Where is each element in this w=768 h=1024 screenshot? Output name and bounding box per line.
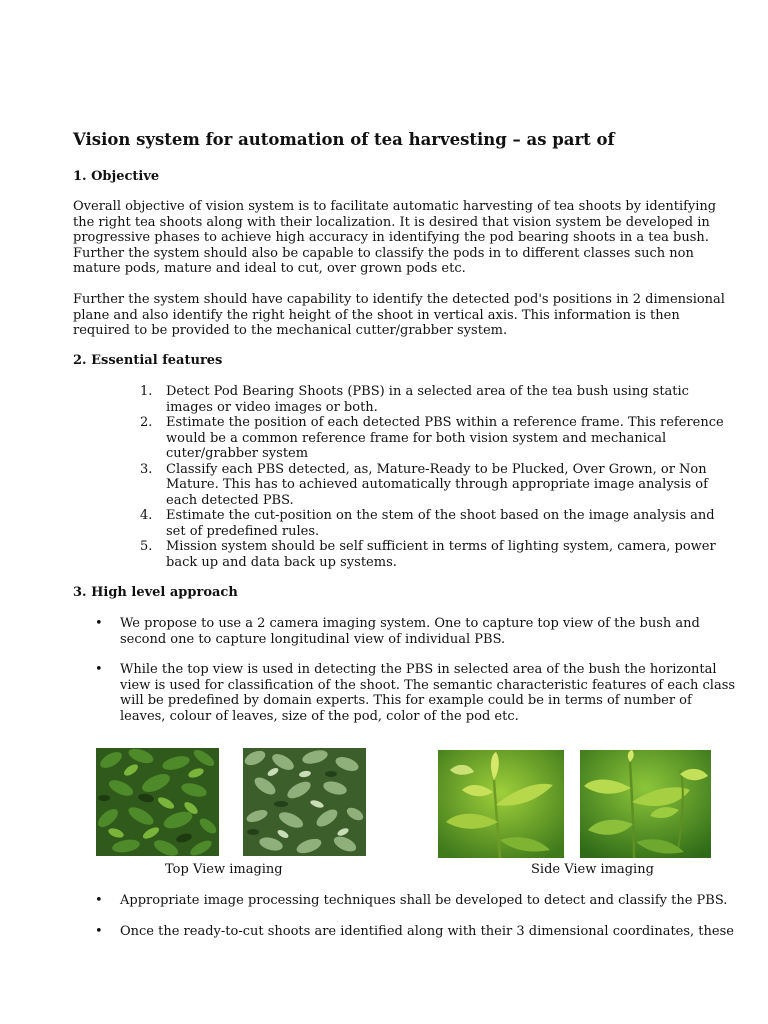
bullet-line: leaves, colour of leaves, size of the pod, color of the pod etc. — [120, 708, 519, 724]
bullet-line: Once the ready-to-cut shoots are identified along with their 3 dimensional coordinates, these — [120, 924, 734, 939]
list-item-line: set of predefined rules. — [166, 523, 320, 539]
list-item — [140, 462, 720, 509]
features-list — [140, 384, 724, 570]
list-number: 1. — [140, 384, 153, 399]
paragraph-line: Overall objective of vision system is to facilitate automatic harvesting of tea shoots by identifying — [73, 199, 717, 214]
list-item — [140, 415, 724, 462]
side-view-caption: Side View imaging — [531, 862, 654, 877]
list-item-line: Detect Pod Bearing Shoots (PBS) in a selected area of the tea bush using static — [166, 384, 689, 399]
list-item-line: Estimate the cut-position on the stem of the shoot based on the image analysis and — [166, 508, 715, 523]
bullet-text — [120, 616, 700, 647]
section-heading-approach: 3. High level approach — [73, 585, 238, 600]
list-item-line: cuter/grabber system — [166, 446, 309, 461]
paragraph-line: Further the system should also be capable to classify the pods in to different classes such non — [73, 245, 694, 261]
list-item-line: images or video images or both. — [166, 399, 378, 415]
list-item-line: would be a common reference frame for both vision system and mechanical — [166, 430, 667, 446]
section-heading-features: 2. Essential features — [73, 353, 223, 368]
objective-paragraph-1 — [73, 199, 717, 277]
tea-bush-top-image — [243, 748, 366, 856]
list-number: 5. — [140, 539, 153, 554]
bullet-icon: • — [95, 924, 103, 939]
bullet-icon: • — [95, 893, 103, 908]
list-item-line: back up and data back up systems. — [166, 554, 397, 570]
bullet-text — [120, 662, 735, 724]
bullet-text — [120, 893, 727, 909]
list-number: 4. — [140, 508, 153, 523]
paragraph-line: the right tea shoots along with their localization. It is desired that vision system be developed in — [73, 214, 710, 230]
bullet-line: second one to capture longitudinal view of individual PBS. — [120, 631, 506, 647]
top-view-caption: Top View imaging — [165, 862, 283, 877]
top-view-photo-1 — [96, 748, 219, 856]
document-title: Vision system for automation of tea harvesting – as part of — [73, 130, 615, 149]
list-number: 3. — [140, 461, 153, 477]
tea-shoot-side-image — [580, 750, 711, 858]
list-item-line: Mission system should be self sufficient in terms of lighting system, camera, power — [166, 539, 716, 554]
side-view-photo-1 — [438, 750, 564, 858]
bullet-line: will be predefined by domain experts. This for example could be in terms of number of — [120, 693, 692, 708]
tea-shoot-side-image — [438, 750, 564, 858]
bullet-line: view is used for classification of the shoot. The semantic characteristic features of each class — [120, 677, 736, 693]
top-view-photo-2 — [243, 748, 366, 856]
bullet-icon: • — [95, 662, 103, 677]
paragraph-line: mature pods, mature and ideal to cut, over grown pods etc. — [73, 261, 466, 276]
list-item-line: each detected PBS. — [166, 492, 294, 508]
section-heading-objective: 1. Objective — [73, 169, 160, 184]
list-item — [140, 508, 720, 539]
bullet-line: Appropriate image processing techniques shall be developed to detect and classify the PBS. — [120, 893, 728, 908]
paragraph-line: plane and also identify the right height of the shoot in vertical axis. This information is then — [73, 307, 680, 323]
list-item-line: Estimate the position of each detected PBS within a reference frame. This reference — [166, 415, 724, 430]
list-item — [140, 539, 720, 570]
objective-paragraph-2 — [73, 292, 725, 339]
bullet-line: We propose to use a 2 camera imaging system. One to capture top view of the bush and — [120, 616, 700, 631]
paragraph-line: progressive phases to achieve high accuracy in identifying the pod bearing shoots in a tea bush. — [73, 230, 709, 245]
list-item — [140, 384, 720, 415]
bullet-text — [120, 924, 734, 940]
bullet-line: While the top view is used in detecting the PBS in selected area of the bush the horizontal — [120, 662, 717, 677]
list-item-line: Mature. This has to achieved automatically through appropriate image analysis of — [166, 477, 708, 492]
list-number: 2. — [140, 415, 153, 430]
list-item-line: Classify each PBS detected, as, Mature-Ready to be Plucked, Over Grown, or Non — [166, 461, 707, 477]
paragraph-line: Further the system should have capability to identify the detected pod's positions in 2 dimensional — [73, 292, 725, 307]
tea-bush-top-image — [96, 748, 219, 856]
paragraph-line: required to be provided to the mechanical cutter/grabber system. — [73, 323, 508, 338]
side-view-photo-2 — [580, 750, 711, 858]
bullet-icon: • — [95, 616, 103, 631]
